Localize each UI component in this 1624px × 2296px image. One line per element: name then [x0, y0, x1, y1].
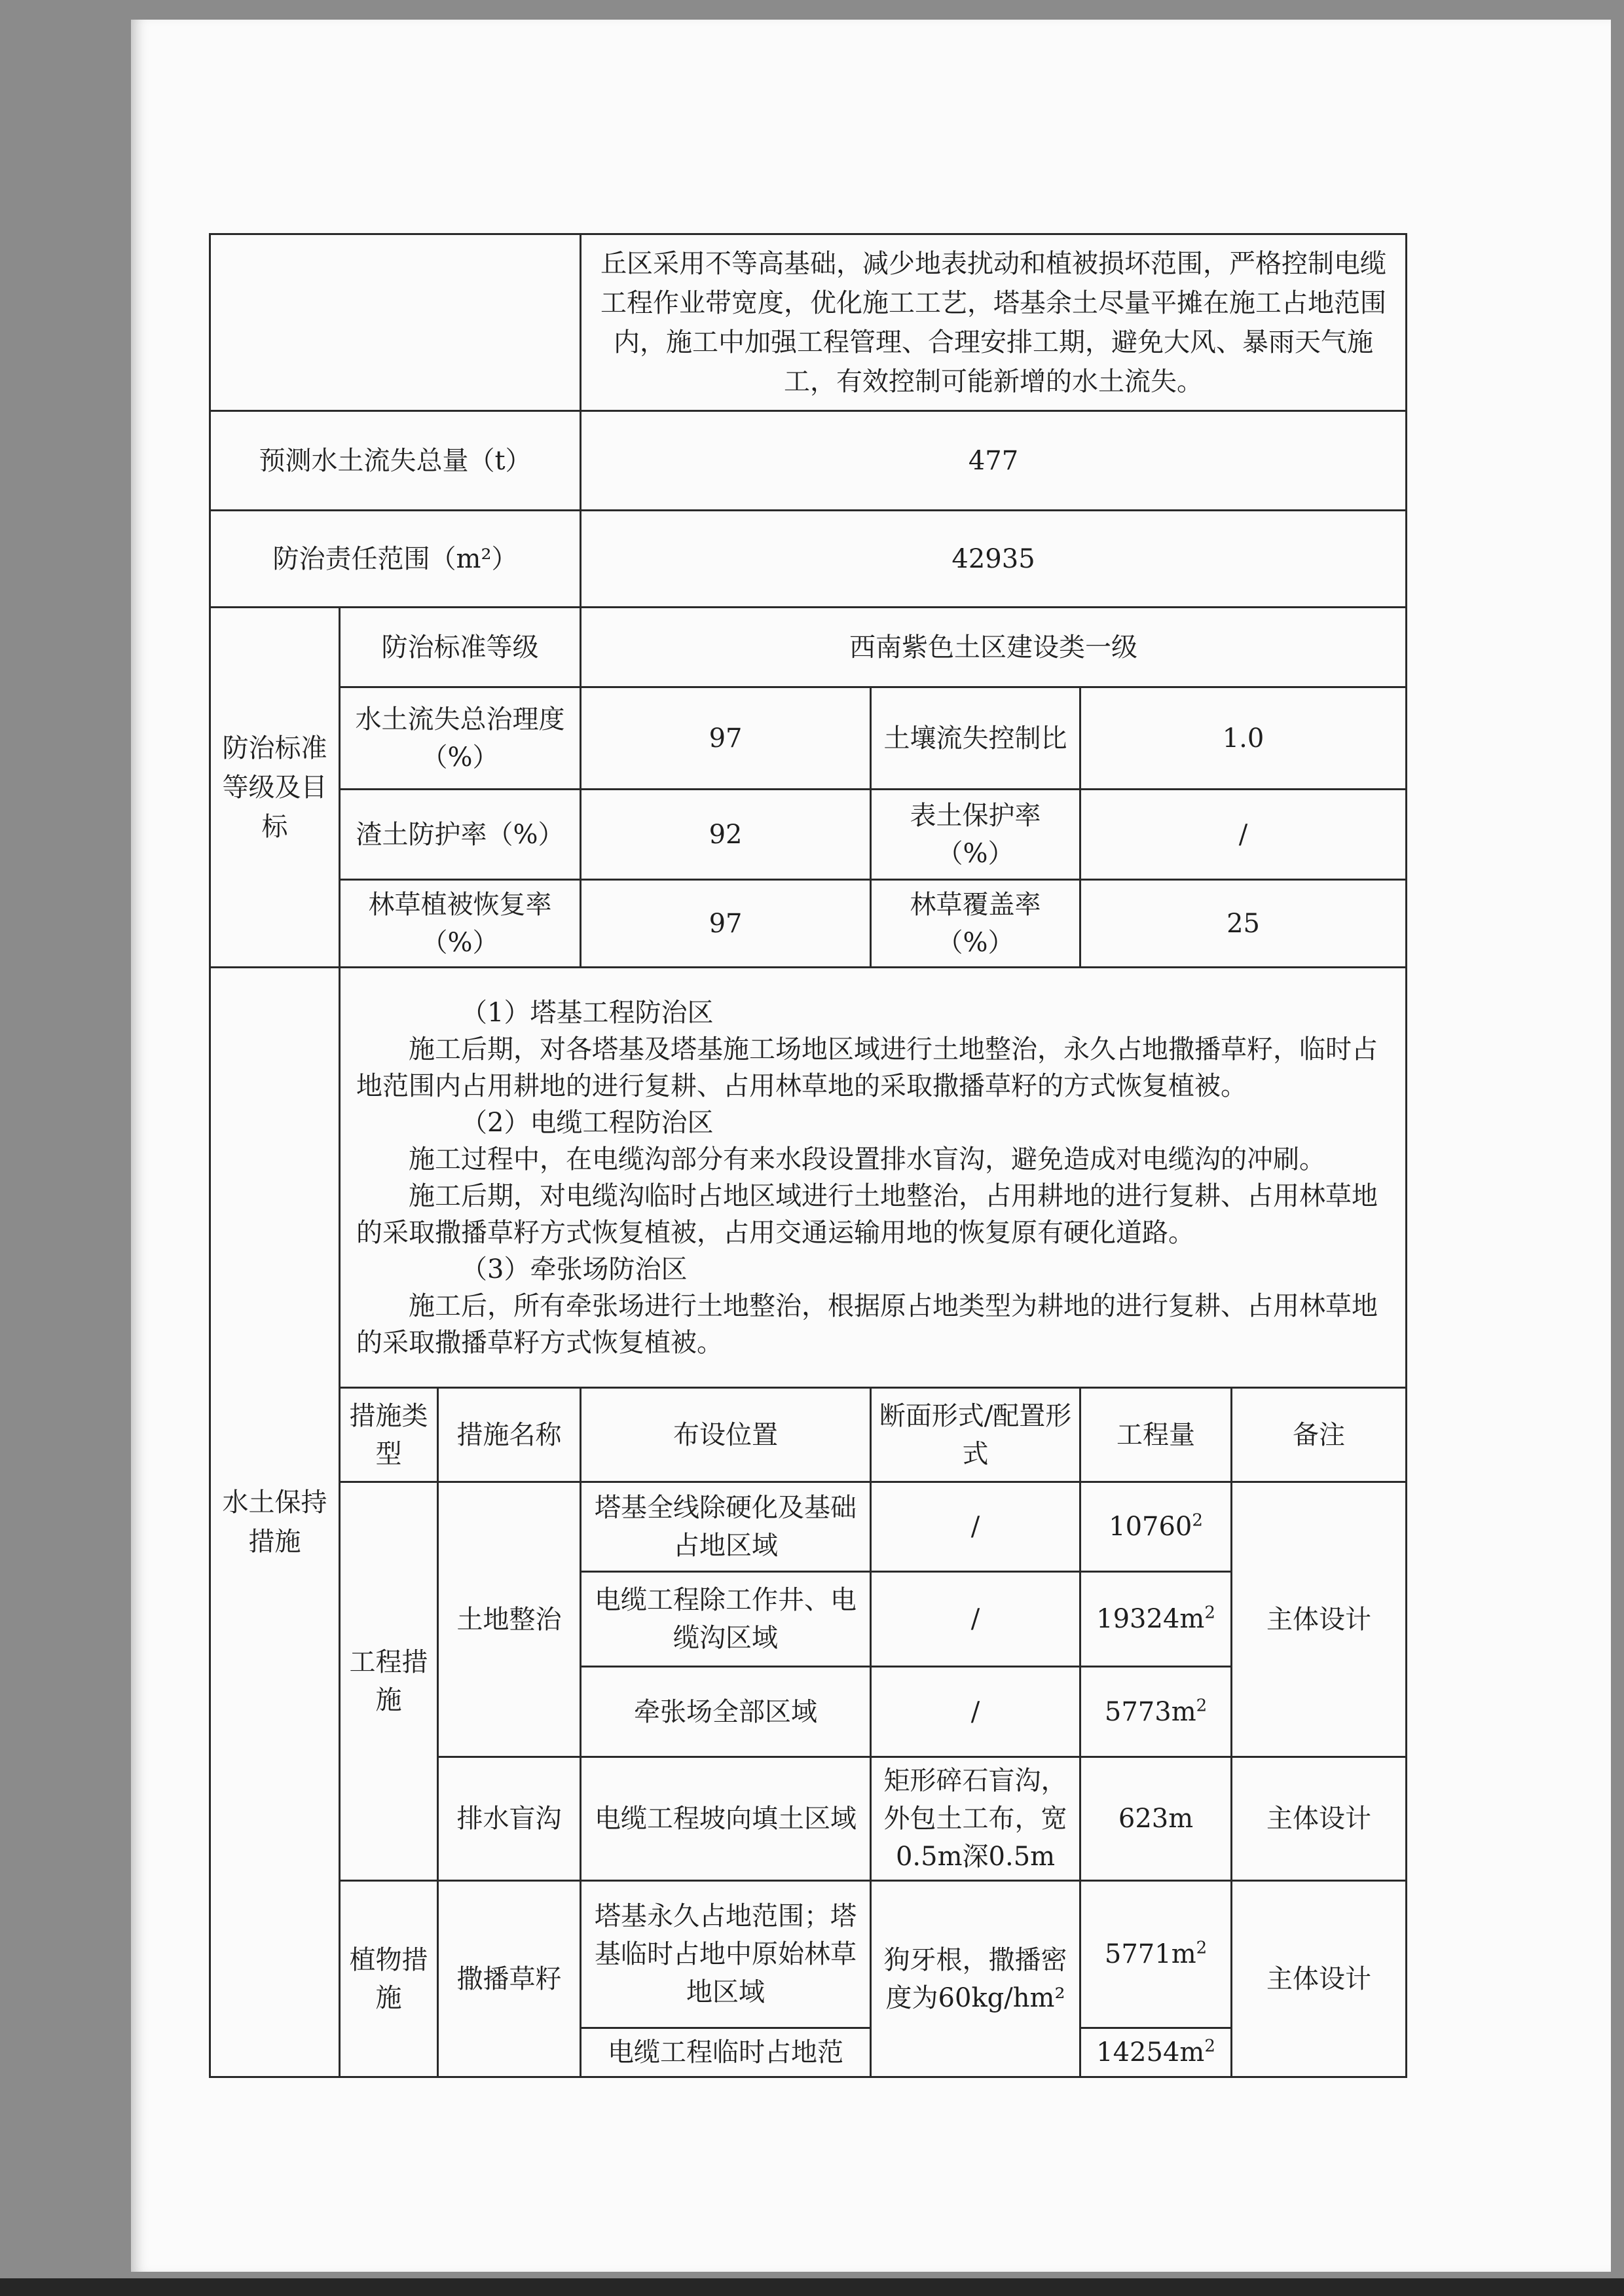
drain-name: 排水盲沟 — [438, 1757, 581, 1881]
engineering-type: 工程措施 — [340, 1482, 438, 1881]
measure-location: 电缆工程坡向填土区域 — [581, 1757, 871, 1881]
plant-type: 植物措施 — [340, 1881, 438, 2077]
measure-qty — [1080, 1572, 1232, 1667]
measure-note: 主体设计 — [1232, 1757, 1407, 1881]
standard-key: 渣土防护率（%） — [340, 790, 581, 880]
standard-level-value: 西南紫色土区建设类一级 — [581, 608, 1407, 687]
measure-qty — [1080, 1482, 1232, 1572]
standard-group-label: 防治标准等级及目标 — [210, 608, 340, 968]
measure-qty — [1080, 1881, 1232, 2028]
measures-header-qty: 工程量 — [1080, 1388, 1232, 1482]
standard-value: 92 — [581, 790, 871, 880]
measures-paragraph: （1）塔基工程防治区 — [461, 997, 714, 1028]
measures-paragraph: 施工过程中，在电缆沟部分有来水段设置排水盲沟，避免造成对电缆沟的冲刷。 — [409, 1144, 1325, 1175]
measure-form: / — [871, 1667, 1080, 1757]
measures-paragraph: 施工后，所有牵张场进行土地整治，根据原占地类型为耕地的进行复耕、占用林草地的采取撒播草籽方式恢复植被。 — [356, 1290, 1378, 1358]
measures-paragraph: （3）牵张场防治区 — [461, 1254, 688, 1285]
measures-header-type: 措施类型 — [340, 1388, 438, 1482]
standard-value: 97 — [581, 687, 871, 790]
measure-form: / — [871, 1572, 1080, 1667]
predicted-loss-value: 477 — [581, 411, 1407, 511]
predicted-loss-label: 预测水土流失总量（t） — [210, 411, 581, 511]
qty-sup: 2 — [1204, 2036, 1215, 2056]
measures-group-label: 水土保持措施 — [210, 968, 340, 2077]
measure-form: 矩形碎石盲沟，外包土工布，宽0.5m深0.5m — [871, 1757, 1080, 1881]
qty-number: 19324m — [1096, 1604, 1205, 1634]
measures-paragraph: （2）电缆工程防治区 — [461, 1107, 714, 1138]
land-name: 土地整治 — [438, 1482, 581, 1757]
scanner-edge — [0, 2278, 1624, 2296]
standard-value: 97 — [581, 880, 871, 968]
soil-conservation-table — [209, 233, 1407, 2078]
measure-location: 牵张场全部区域 — [581, 1667, 871, 1757]
measures-header-note: 备注 — [1232, 1388, 1407, 1482]
measure-location: 塔基永久占地范围；塔基临时占地中原始林草地区域 — [581, 1881, 871, 2028]
qty-sup: 2 — [1204, 1603, 1215, 1623]
standard-key: 林草覆盖率（%） — [871, 880, 1080, 968]
measures-header-form: 断面形式/配置形式 — [871, 1388, 1080, 1482]
plant-name: 撒播草籽 — [438, 1881, 581, 2077]
measure-note: 主体设计 — [1232, 1482, 1407, 1757]
qty-sup: 2 — [1196, 1938, 1208, 1958]
intro-text: 丘区采用不等高基础，减少地表扰动和植被损坏范围，严格控制电缆工程作业带宽度，优化施工工艺，塔基余土尽量平摊在施工占地范围内，施工中加强工程管理、合理安排工期，避免大风、暴雨天气施工，有效控制可能新增的水土流失。 — [581, 234, 1407, 411]
qty-number: 5773m — [1104, 1696, 1196, 1727]
qty-number: 14254m — [1096, 2037, 1205, 2068]
measures-header-location: 布设位置 — [581, 1388, 871, 1482]
responsibility-area-value: 42935 — [581, 511, 1407, 608]
measures-description — [340, 968, 1407, 1388]
measure-form: 狗牙根，撒播密度为60kg/hm² — [871, 1881, 1080, 2077]
measure-form: / — [871, 1482, 1080, 1572]
responsibility-area-label: 防治责任范围（m²） — [210, 511, 581, 608]
standard-value: 1.0 — [1080, 687, 1407, 790]
qty-number: 5771m — [1104, 1939, 1196, 1969]
standard-value: / — [1080, 790, 1407, 880]
measure-note: 主体设计 — [1232, 1881, 1407, 2077]
intro-label-empty — [210, 234, 581, 411]
standard-key: 林草植被恢复率（%） — [340, 880, 581, 968]
standard-key: 土壤流失控制比 — [871, 687, 1080, 790]
measure-location: 电缆工程除工作井、电缆沟区域 — [581, 1572, 871, 1667]
measure-qty: 623m — [1080, 1757, 1232, 1881]
standard-key: 水土流失总治理度（%） — [340, 687, 581, 790]
measure-qty — [1080, 2028, 1232, 2077]
standard-value: 25 — [1080, 880, 1407, 968]
qty-sup: 2 — [1192, 1510, 1203, 1531]
qty-sup: 2 — [1196, 1696, 1208, 1716]
measures-header-name: 措施名称 — [438, 1388, 581, 1482]
measures-paragraph: 施工后期，对电缆沟临时占地区域进行土地整治，占用耕地的进行复耕、占用林草地的采取撒播草籽方式恢复植被，占用交通运输用地的恢复原有硬化道路。 — [356, 1180, 1378, 1248]
measure-qty — [1080, 1667, 1232, 1757]
measure-location: 电缆工程临时占地范 — [581, 2028, 871, 2077]
measure-location: 塔基全线除硬化及基础占地区域 — [581, 1482, 871, 1572]
standard-key: 表土保护率（%） — [871, 790, 1080, 880]
standard-level-label: 防治标准等级 — [340, 608, 581, 687]
qty-number: 10760 — [1109, 1512, 1192, 1542]
measures-paragraph: 施工后期，对各塔基及塔基施工场地区域进行土地整治，永久占地撒播草籽，临时占地范围内占用耕地的进行复耕、占用林草地的采取撒播草籽的方式恢复植被。 — [356, 1034, 1378, 1101]
